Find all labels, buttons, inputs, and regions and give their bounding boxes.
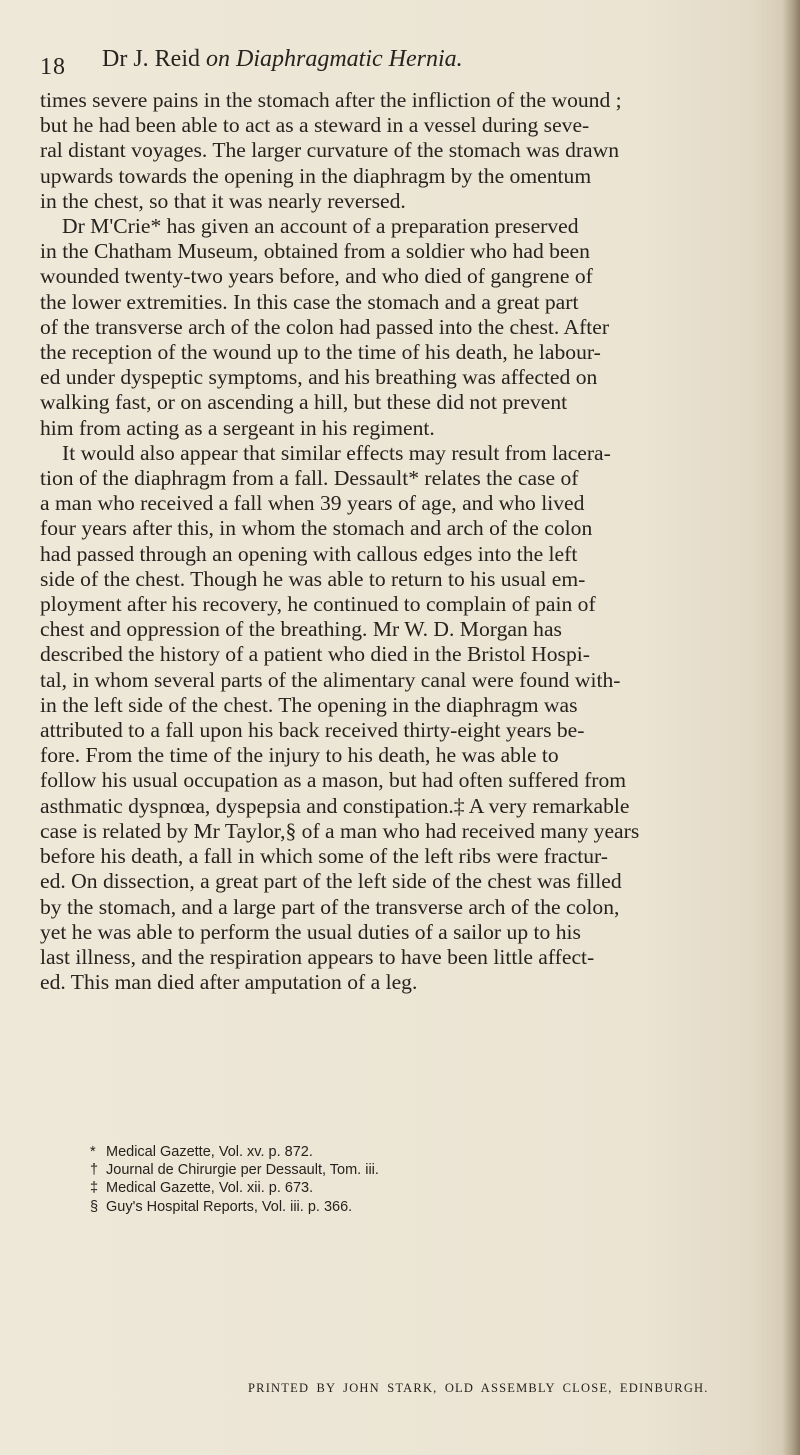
body-text [40,88,760,995]
text-line: but he had been able to act as a steward in a vessel during seve- [40,113,590,138]
text-line: in the Chatham Museum, obtained from a soldier who had been [40,239,590,264]
footnote [90,1161,690,1179]
text-line: of the transverse arch of the colon had passed into the chest. After [40,314,610,339]
text-line: times severe pains in the stomach after the infliction of the wound ; [40,88,622,112]
page-number: 18 [40,54,66,80]
running-title-connector: on [206,46,230,72]
text-line: ed. On dissection, a great part of the left side of the chest was filled [40,869,622,894]
footnote [90,1143,690,1161]
text-line: side of the chest. Though he was able to return to his usual em- [40,566,586,591]
text-line: It would also appear that similar effects may result from lacera- [62,440,611,465]
footnote-mark: † [90,1162,99,1179]
text-line: ed under dyspeptic symptoms, and his breathing was affected on [40,365,598,390]
running-title-subject: Diaphragmatic Hernia. [236,46,463,72]
text-line: ral distant voyages. The larger curvature of the stomach was drawn [40,138,620,163]
text-line: ployment after his recovery, he continued to complain of pain of [40,592,596,617]
text-line: attributed to a fall upon his back received thirty-eight years be- [40,718,585,743]
text-line: in the left side of the chest. The opening in the diaphragm was [40,692,578,717]
text-line: four years after this, in whom the stomach and arch of the colon [40,516,593,541]
text-line: fore. From the time of the injury to his death, he was able to [40,743,559,768]
page-edge-shadow [782,0,800,1455]
footnotes [90,1143,690,1216]
text-line: follow his usual occupation as a mason, but had often suffered from [40,768,627,793]
text-line: walking fast, or on ascending a hill, but these did not prevent [40,390,568,415]
footnote-mark: § [90,1198,99,1215]
text-line: wounded twenty-two years before, and who died of gangrene of [40,264,593,289]
text-line: a man who received a fall when 39 years of age, and who lived [40,491,585,516]
text-line: yet he was able to perform the usual duties of a sailor up to his [40,919,581,944]
printer-imprint: PRINTED BY JOHN STARK, OLD ASSEMBLY CLOSE, EDINBURGH. [248,1381,709,1395]
text-line: described the history of a patient who died in the Bristol Hospi- [40,642,590,667]
text-line: case is related by Mr Taylor,§ of a man who had received many years [40,818,640,843]
text-line: tion of the diaphragm from a fall. Dessault* relates the case of [40,466,579,491]
text-line: before his death, a fall in which some of the left ribs were fractur- [40,844,608,869]
footnote [90,1198,690,1216]
text-line: the reception of the wound up to the time of his death, he labour- [40,340,601,365]
text-line: in the chest, so that it was nearly reversed. [40,188,406,213]
text-line: by the stomach, and a large part of the transverse arch of the colon, [40,894,620,919]
page-header [40,44,740,84]
footnote-text: Journal de Chirurgie per Dessault, Tom. iii. [106,1162,379,1179]
text-line: the lower extremities. In this case the stomach and a great part [40,289,579,314]
footnote [90,1179,690,1197]
running-title [102,46,463,73]
text-line: asthmatic dyspnœa, dyspepsia and constipation.‡ A very remarkable [40,793,630,818]
text-line: upwards towards the opening in the diaphragm by the omentum [40,163,592,188]
footnote-mark: * [90,1144,96,1160]
footnote-text: Guy's Hospital Reports, Vol. iii. p. 366. [106,1198,353,1215]
text-line: chest and oppression of the breathing. Mr W. D. Morgan has [40,617,562,642]
text-line: Dr M'Crie* has given an account of a preparation preserved [62,214,579,239]
text-line: him from acting as a sergeant in his regiment. [40,415,435,440]
text-line: tal, in whom several parts of the alimentary canal were found with- [40,667,621,692]
footnote-text: Medical Gazette, Vol. xii. p. 673. [106,1180,314,1197]
text-line: ed. This man died after amputation of a leg. [40,970,418,995]
running-title-author: Dr J. Reid [102,46,200,72]
text-line: had passed through an opening with callous edges into the left [40,541,578,566]
footnote-mark: ‡ [90,1180,99,1197]
text-line: last illness, and the respiration appears to have been little affect- [40,944,595,969]
footnote-text: Medical Gazette, Vol. xv. p. 872. [106,1144,313,1160]
